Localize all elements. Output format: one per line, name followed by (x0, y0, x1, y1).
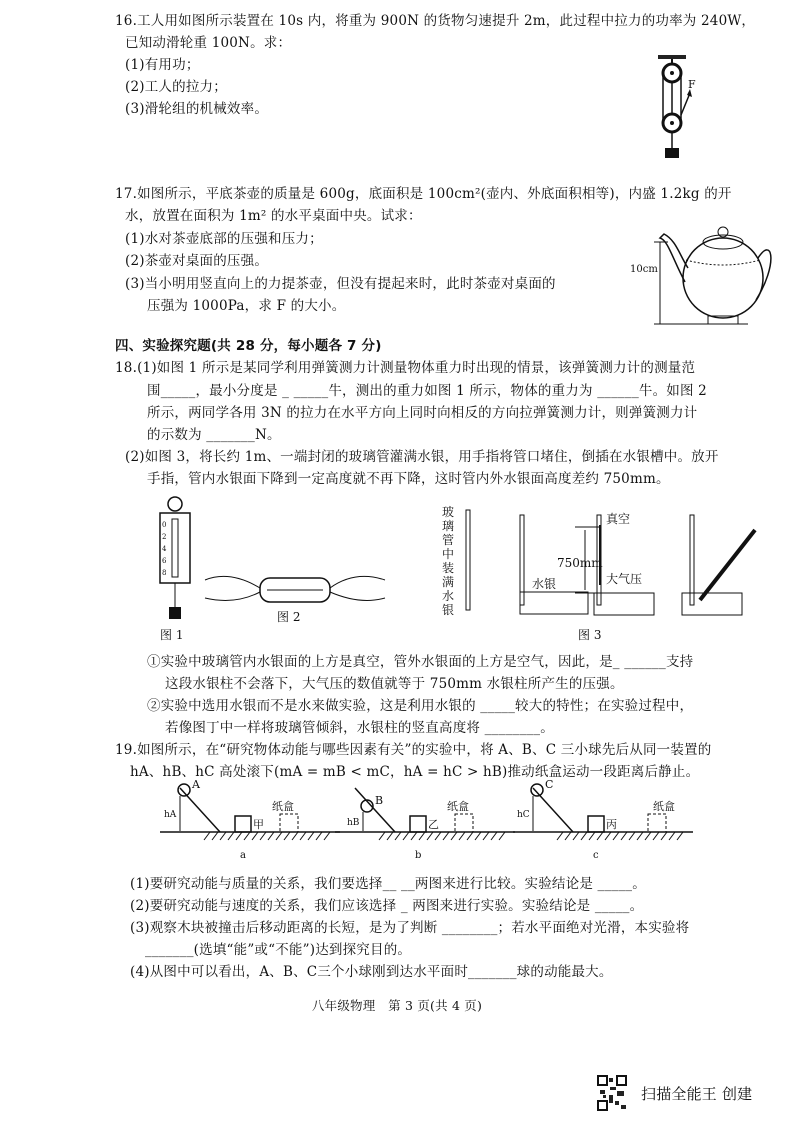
tick-label: 0 (162, 521, 167, 529)
q18-line-2: 围_____，最小分度是 _ _____牛，测出的重力如图 1 所示，物体的重力为 ______牛。如图 2 (147, 383, 707, 399)
block-label: 丙 (606, 818, 617, 831)
paper-box (648, 814, 666, 832)
q19-question-1: (1)要研究动能与质量的关系，我们要选择__ __两图来进行比较。实验结论是 _____。 (130, 876, 646, 892)
scanner-watermark: 扫描全能王 创建 (641, 1085, 753, 1103)
q18-line-1: 18.(1)如图 1 所示是某同学利用弹簧测力计测量物体重力时出现的情景，该弹簧测力计的测量范 (115, 360, 696, 376)
paper-box (455, 814, 473, 832)
q18-line-4: 的示数为 _______N。 (147, 427, 281, 443)
wood-block (410, 816, 426, 832)
tick-label: 8 (162, 569, 167, 577)
height-label: hA (164, 810, 177, 820)
section-title: 四、实验探究题(共 28 分，每小题各 7 分) (115, 338, 382, 354)
q18-line-3: 所示，两同学各用 3N 的拉力在水平方向上同时向相反的方向拉弹簧测力计，则弹簧测力计 (147, 405, 698, 421)
q18-line-6: 手指，管内水银面下降到一定高度就不再下降，这时管内外水银面高度差约 750mm。 (147, 471, 670, 487)
ball-label: C (545, 778, 554, 791)
figure-caption: b (415, 850, 422, 861)
box-label: 纸盒 (272, 800, 294, 813)
q19-line-2: hA、hB、hC 高处滚下(mA = mB < mC，hA = hC > hB)推动纸盒运动一段距离后静止。 (130, 764, 700, 780)
q18-sub-2-cont: 若像图丁中一样将玻璃管倾斜，水银柱的竖直高度将 ________。 (165, 720, 554, 736)
torricelli-figure-3 (460, 505, 760, 615)
ball (178, 784, 190, 796)
q19-question-4: (4)从图中可以看出，A、B、C三个小球刚到达水平面时_______球的动能最大。 (130, 964, 613, 980)
height-label: 750mm (557, 556, 603, 570)
q16-line-2: 已知动滑轮重 100N。求： (125, 35, 292, 51)
force-label: F (688, 78, 696, 91)
height-label: 10cm (630, 264, 658, 275)
q18-sub-1: ①实验中玻璃管内水银面的上方是真空，管外水银面的上方是空气，因此，是_ ______支持 (147, 654, 694, 670)
q19-question-2: (2)要研究动能与速度的关系，我们应该选择 _ 两图来进行实验。实验结论是 _____。 (130, 898, 644, 914)
paper-box (280, 814, 298, 832)
tick-label: 4 (162, 545, 167, 553)
kinetic-energy-figure-b (335, 782, 535, 862)
ball-label: A (192, 778, 200, 791)
pulley-figure (650, 55, 700, 160)
figure-caption: a (240, 850, 246, 861)
q19-question-3-cont: _______(选填“能”或“不能”)达到探究目的。 (145, 942, 412, 958)
wood-block (235, 816, 251, 832)
tick-label: 2 (162, 533, 167, 541)
q17-sub-3-cont: 压强为 1000Pa，求 F 的大小。 (147, 298, 346, 314)
kinetic-energy-figure-c (513, 778, 713, 862)
qr-code-icon (597, 1075, 627, 1111)
vacuum-label: 真空 (606, 512, 631, 526)
q17-line-2: 水，放置在面积为 1m² 的水平桌面中央。试求： (125, 208, 422, 224)
fig2-caption: 图 2 (277, 610, 301, 624)
q19-question-3: (3)观察木块被撞击后移动距离的长短，是为了判断 ________；若水平面绝对光滑，本实验将 (130, 920, 690, 936)
height-label: hC (517, 810, 530, 820)
height-label: hB (347, 818, 360, 828)
spring-scale-figure-2 (205, 570, 385, 610)
q18-line-5: (2)如图 3，将长约 1m、一端封闭的玻璃管灌满水银，用手指将管口堵住，倒插在水银槽中。放开 (125, 449, 719, 465)
teapot-figure (628, 220, 778, 328)
mercury-label: 水银 (532, 577, 557, 591)
tick-label: 6 (162, 557, 167, 565)
q19-line-1: 19.如图所示，在“研究物体动能与哪些因素有关”的实验中，将 A、B、C 三小球先后从同一装置的 (115, 742, 712, 758)
ball-label: B (375, 794, 384, 807)
q16-sub-1: (1)有用功； (125, 57, 200, 73)
figure-caption: c (593, 850, 599, 861)
q18-sub-2: ②实验中选用水银而不是水来做实验，这是利用水银的 _____较大的特性；在实验过程中， (147, 698, 694, 714)
fig1-caption: 图 1 (160, 628, 184, 642)
ball (531, 784, 543, 796)
spring-scale-figure-1 (155, 495, 195, 625)
q17-sub-3: (3)当小明用竖直向上的力提茶壶，但没有提起来时，此时茶壶对桌面的 (125, 276, 556, 292)
q17-sub-2: (2)茶壶对桌面的压强。 (125, 253, 269, 269)
q16-sub-3: (3)滑轮组的机械效率。 (125, 101, 269, 117)
fig3-caption: 图 3 (578, 628, 602, 642)
kinetic-energy-figure-a (160, 778, 360, 862)
page-footer: 八年级物理 第 3 页(共 4 页) (311, 998, 483, 1013)
wood-block (588, 816, 604, 832)
q16-sub-2: (2)工人的拉力； (125, 79, 227, 95)
q18-sub-1-cont: 这段水银柱不会落下，大气压的数值就等于 750mm 水银柱所产生的压强。 (165, 676, 624, 692)
box-label: 纸盒 (653, 800, 675, 813)
block-label: 乙 (428, 818, 439, 831)
tube-label: 玻璃管中装满水银 (442, 505, 455, 617)
q16-line-1: 16.工人用如图所示装置在 10s 内，将重为 900N 的货物匀速提升 2m，此过程中拉力的功率为 240W， (115, 13, 756, 29)
atm-label: 大气压 (606, 572, 643, 586)
block-label: 甲 (253, 818, 264, 831)
box-label: 纸盒 (447, 800, 469, 813)
q17-sub-1: (1)水对茶壶底部的压强和压力； (125, 231, 323, 247)
q17-line-1: 17.如图所示，平底茶壶的质量是 600g，底面积是 100cm²(壶内、外底面积相等)，内盛 1.2kg 的开 (115, 186, 732, 202)
